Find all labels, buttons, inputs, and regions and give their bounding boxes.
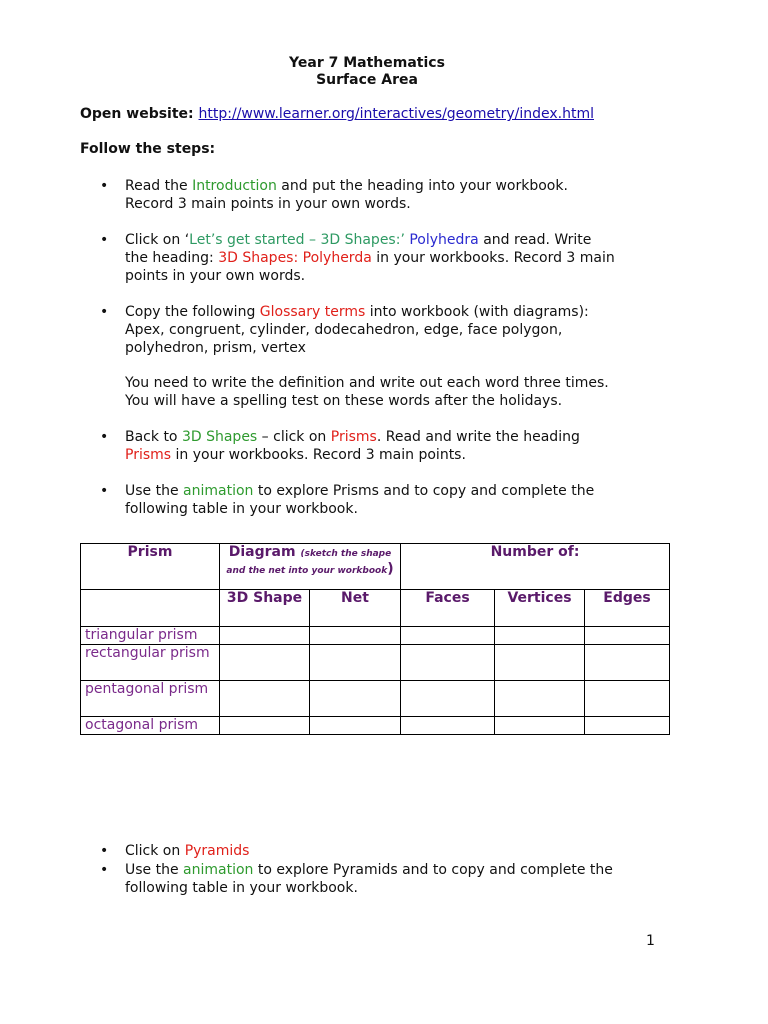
diagram-note: sketch the shape and the net into your workbook xyxy=(226,549,392,576)
table-cell xyxy=(220,645,310,681)
step-4-text: in your workbooks. Record 3 main points. xyxy=(171,447,466,463)
table-header-row xyxy=(81,544,670,590)
step-3-text: Apex, congruent, cylinder, dodecahedron, edge, face polygon, xyxy=(125,322,563,338)
bullet: • xyxy=(100,429,109,445)
prisms-heading-term: Prisms xyxy=(125,447,172,463)
table-cell xyxy=(401,681,495,717)
step-1-text: Read the xyxy=(125,178,193,194)
open-website-label: Open website: xyxy=(80,106,194,122)
step-4-text: Back to xyxy=(125,429,182,445)
lets-get-started-term: Let’s get started – 3D Shapes:’ xyxy=(189,232,405,248)
table-cell xyxy=(495,627,585,645)
step-2-text: Click on ‘ xyxy=(125,232,190,248)
edges-header: Edges xyxy=(585,590,670,627)
step-1-text: Record 3 main points in your own words. xyxy=(125,196,411,212)
vertices-header: Vertices xyxy=(495,590,585,627)
introduction-term: Introduction xyxy=(192,178,277,194)
step-7-text: to explore Pyramids and to copy and complete the xyxy=(253,862,613,878)
document-title-line1: Year 7 Mathematics xyxy=(289,55,445,71)
animation-term: animation xyxy=(183,862,254,878)
note-text: You need to write the definition and write out each word three times. xyxy=(125,375,609,391)
step-4-text: . Read and write the heading xyxy=(376,429,580,445)
step-2-text: points in your own words. xyxy=(125,268,306,284)
note-text: You will have a spelling test on these words after the holidays. xyxy=(125,393,563,409)
table-subheader-row xyxy=(81,590,670,627)
polyherda-heading-term: 3D Shapes: Polyherda xyxy=(218,250,372,266)
prisms-term: Prisms xyxy=(330,429,377,445)
number-of-header: Number of: xyxy=(401,544,670,590)
table-cell xyxy=(220,681,310,717)
row-label: triangular prism xyxy=(81,627,220,645)
step-2-text: the heading: xyxy=(125,250,219,266)
3d-shapes-term: 3D Shapes xyxy=(181,429,258,445)
diagram-header xyxy=(220,544,401,590)
table-cell xyxy=(310,627,401,645)
pyramids-term: Pyramids xyxy=(184,843,250,859)
spelling-note xyxy=(125,374,665,410)
table-row xyxy=(81,645,670,681)
table-cell xyxy=(220,627,310,645)
table-row xyxy=(81,681,670,717)
bullet: • xyxy=(100,304,109,320)
page-number: 1 xyxy=(646,933,655,949)
animation-term: animation xyxy=(183,483,254,499)
table-cell xyxy=(495,717,585,735)
table-row xyxy=(81,717,670,735)
follow-steps-heading: Follow the steps: xyxy=(80,141,216,157)
open-website-line xyxy=(80,106,594,123)
table-cell xyxy=(220,717,310,735)
step-4-text: – click on xyxy=(257,429,331,445)
step-4 xyxy=(125,428,665,464)
prism-table xyxy=(80,543,670,735)
step-7-text: following table in your workbook. xyxy=(125,880,358,896)
document-title-line2: Surface Area xyxy=(316,72,418,88)
table-cell xyxy=(401,717,495,735)
faces-header: Faces xyxy=(401,590,495,627)
table-cell xyxy=(495,645,585,681)
bullet: • xyxy=(100,178,109,194)
table-cell xyxy=(401,627,495,645)
table-cell xyxy=(310,717,401,735)
table-cell xyxy=(310,681,401,717)
step-6-text: Click on xyxy=(125,843,185,859)
3d-shape-header: 3D Shape xyxy=(220,590,310,627)
table-cell xyxy=(585,645,670,681)
table-cell xyxy=(401,645,495,681)
row-label: pentagonal prism xyxy=(81,681,220,717)
table-cell xyxy=(310,645,401,681)
step-7-text: Use the xyxy=(125,862,184,878)
diagram-label: Diagram xyxy=(228,544,301,560)
step-3-text: Copy the following xyxy=(125,304,260,320)
glossary-terms-term: Glossary terms xyxy=(259,304,366,320)
step-3-text: into workbook (with diagrams): xyxy=(365,304,589,320)
step-2-text: and read. Write xyxy=(478,232,592,248)
step-3-text: polyhedron, prism, vertex xyxy=(125,340,306,356)
bullet: • xyxy=(100,862,109,878)
step-5 xyxy=(125,482,665,518)
bullet: • xyxy=(100,232,109,248)
step-3 xyxy=(125,303,665,357)
step-5-text: to explore Prisms and to copy and complete the xyxy=(253,483,595,499)
step-5-text: Use the xyxy=(125,483,184,499)
row-label: octagonal prism xyxy=(81,717,220,735)
step-2 xyxy=(125,231,665,285)
step-5-text: following table in your workbook. xyxy=(125,501,358,517)
diagram-note-paren: ( xyxy=(300,549,305,559)
step-2-text: in your workbooks. Record 3 main xyxy=(371,250,615,266)
step-1-text: and put the heading into your workbook. xyxy=(276,178,568,194)
table-cell xyxy=(585,681,670,717)
diagram-note-paren: ) xyxy=(387,561,394,577)
website-link[interactable]: http://www.learner.org/interactives/geometry/index.html xyxy=(198,106,594,122)
bullet: • xyxy=(100,483,109,499)
net-header: Net xyxy=(310,590,401,627)
table-row xyxy=(81,627,670,645)
empty-cell xyxy=(81,590,220,627)
prism-header: Prism xyxy=(81,544,220,590)
row-label: rectangular prism xyxy=(81,645,220,681)
table-cell xyxy=(585,627,670,645)
bullet: • xyxy=(100,843,109,859)
step-1 xyxy=(125,177,665,213)
table-cell xyxy=(495,681,585,717)
step-7 xyxy=(125,861,665,897)
step-6 xyxy=(125,842,665,860)
polyhedra-term: Polyhedra xyxy=(404,232,479,248)
table-cell xyxy=(585,717,670,735)
